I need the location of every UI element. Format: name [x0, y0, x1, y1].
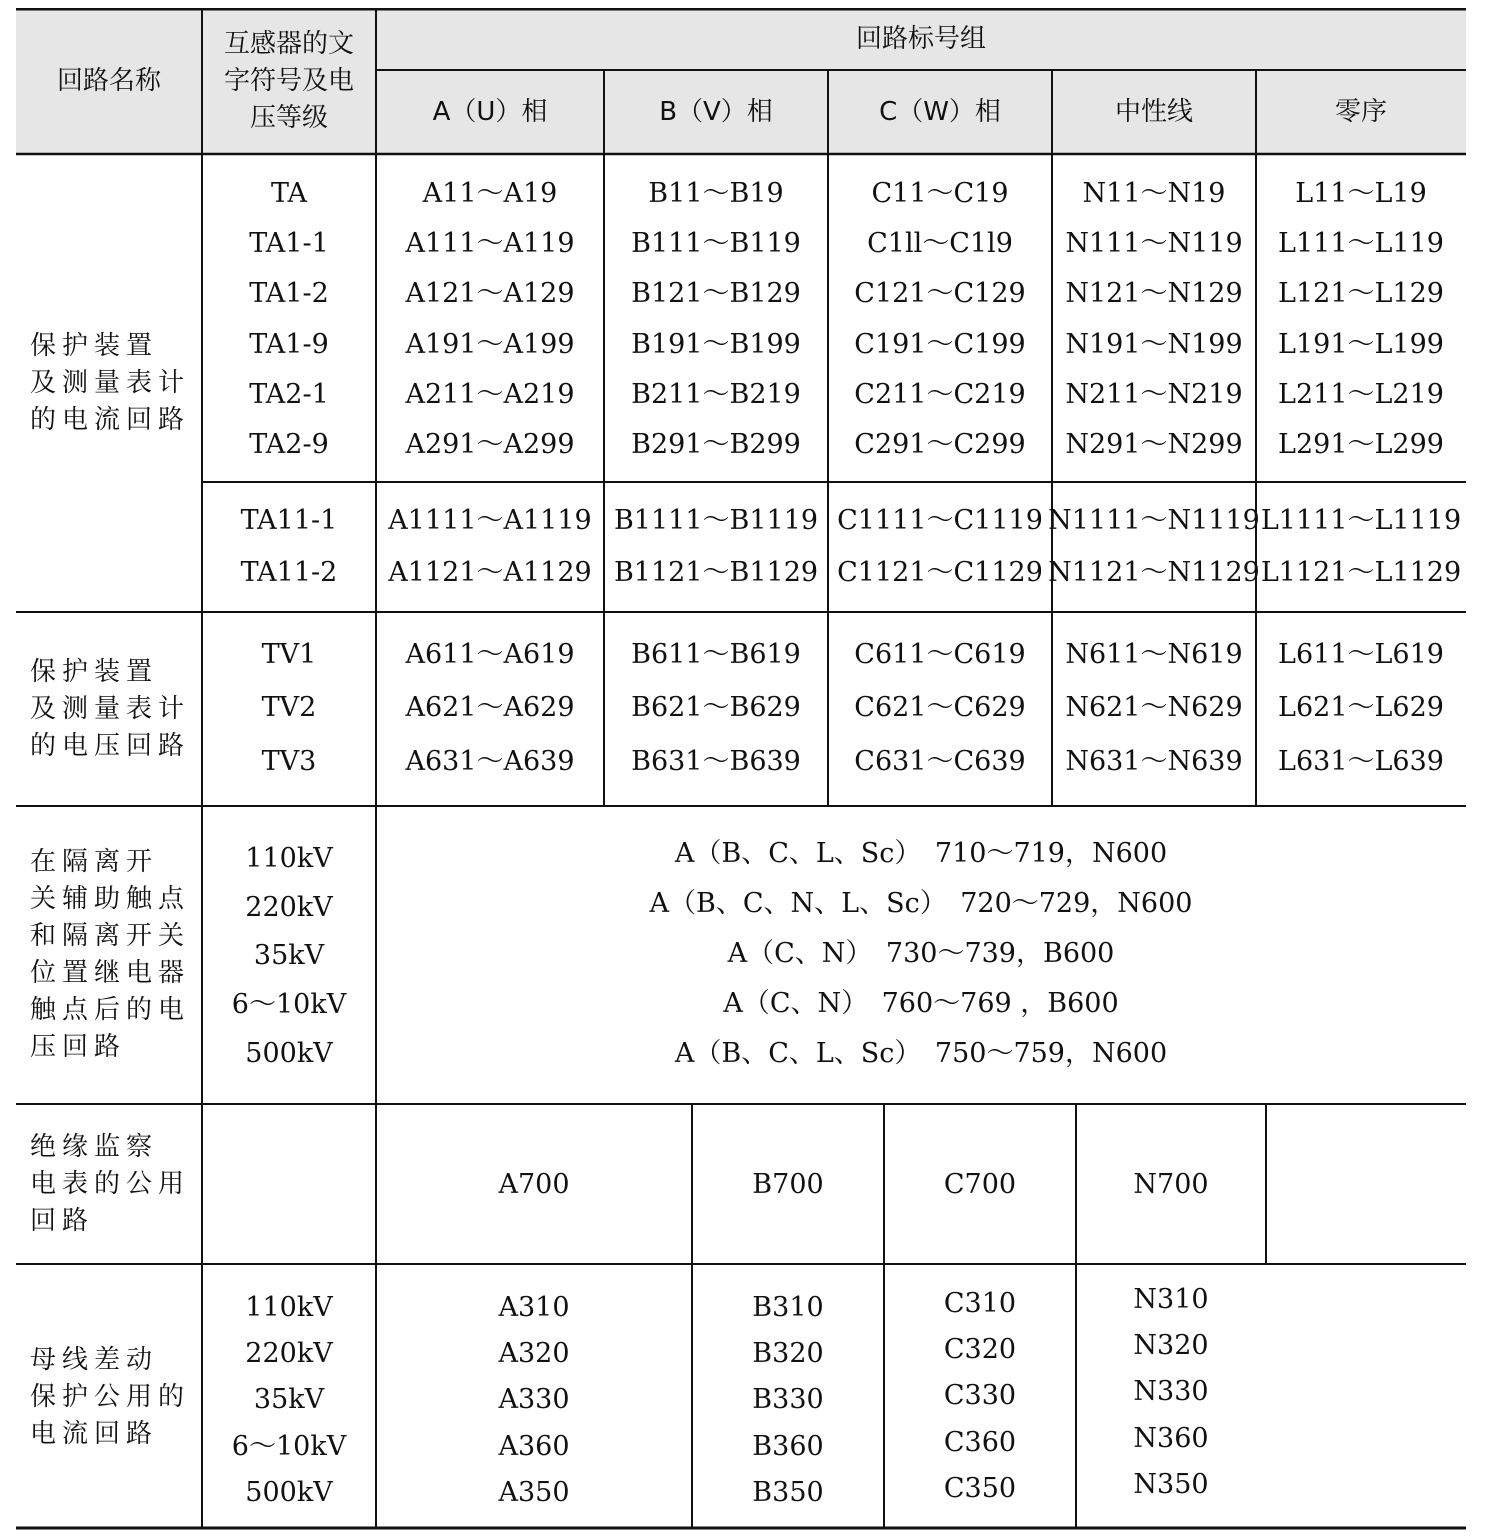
header-transformer-symbol	[202, 8, 376, 154]
table-cell: 35kV	[253, 940, 325, 972]
table-cell: 110kV	[245, 1291, 333, 1323]
name-line: 及测量表计	[30, 367, 191, 398]
table-cell: N111～N119	[1065, 227, 1243, 259]
table-cell: N360	[1133, 1422, 1209, 1454]
table-cell: N310	[1133, 1283, 1209, 1315]
busbar-tx-list	[202, 1284, 376, 1516]
table-cell: N611～N619	[1065, 639, 1243, 671]
table-cell: N11～N19	[1082, 177, 1226, 209]
header-phase-a	[376, 70, 604, 154]
header-transformer-line-1: 互感器的文	[223, 28, 354, 59]
name-line: 电表的公用	[30, 1168, 191, 1199]
current2-phase-b-list	[604, 494, 828, 598]
voltage-tx-list	[202, 628, 376, 788]
table-cell: TA	[270, 177, 308, 209]
table-cell: B11～B19	[648, 177, 784, 209]
name-line: 保护装置	[30, 656, 159, 687]
header-phase-c-text: C（W）相	[879, 97, 1001, 127]
table-cell: B700	[752, 1168, 824, 1200]
table-cell: C360	[943, 1426, 1017, 1458]
current-phase-a-list	[376, 168, 604, 470]
name-line: 及测量表计	[30, 693, 191, 724]
table-cell: 220kV	[245, 891, 333, 923]
insulation-phase-b	[692, 1104, 884, 1264]
table-cell: B360	[752, 1430, 824, 1462]
header-neutral	[1052, 70, 1256, 154]
current2-zero-seq-list	[1256, 494, 1466, 598]
table-cell: B310	[752, 1291, 824, 1323]
circuit-label-table	[16, 8, 1466, 1530]
table-cell: N621～N629	[1065, 692, 1243, 724]
header-neutral-text: 中性线	[1114, 97, 1193, 127]
busbar-phase-c-list	[884, 1280, 1076, 1512]
header-zero-sequence	[1256, 70, 1466, 154]
voltage-phase-c-list	[828, 628, 1052, 788]
voltage-zero-seq-list	[1256, 628, 1466, 788]
table-cell: L121～L129	[1278, 278, 1444, 310]
table-cell: 6～10kV	[231, 989, 347, 1021]
table-cell: 6～10kV	[231, 1430, 347, 1462]
table-cell: TA1-9	[249, 328, 329, 360]
name-line: 关辅助触点	[30, 884, 191, 914]
table-cell: A360	[498, 1430, 570, 1462]
table-cell: N1121～N1129	[1048, 556, 1260, 588]
table-cell: C211～C219	[854, 378, 1026, 410]
isolator-merged-list	[376, 828, 1466, 1078]
table-cell: L111～L119	[1278, 227, 1444, 259]
busbar-phase-b-list	[692, 1284, 884, 1516]
table-cell: C350	[943, 1473, 1017, 1505]
table-cell: TA2-9	[249, 429, 329, 461]
table-cell: C700	[943, 1168, 1017, 1200]
table-cell: TA2-1	[249, 378, 329, 410]
insulation-neutral	[1076, 1104, 1266, 1264]
table-cell: C1111～C1119	[837, 504, 1043, 536]
header-phase-b-text: B（V）相	[659, 97, 773, 127]
table-cell: C1121～C1129	[837, 556, 1043, 588]
table-cell: L11～L19	[1295, 177, 1427, 209]
table-cell: A11～A19	[422, 177, 558, 209]
table-cell: A211～A219	[405, 378, 575, 410]
name-line: 回路	[30, 1205, 95, 1236]
insulation-phase-c	[884, 1104, 1076, 1264]
table-cell: A631～A639	[405, 745, 575, 777]
current2-neutral-list	[1048, 494, 1260, 598]
voltage-phase-b-list	[604, 628, 828, 788]
header-zero-sequence-text: 零序	[1334, 97, 1387, 127]
table-cell: L621～L629	[1278, 692, 1444, 724]
table-cell: 500kV	[245, 1477, 333, 1509]
table-cell: C611～C619	[854, 639, 1026, 671]
table-cell: A191～A199	[405, 328, 575, 360]
current-zero-seq-list	[1256, 168, 1466, 470]
table-cell: B621～B629	[631, 692, 801, 724]
table-cell: B611～B619	[631, 639, 801, 671]
table-cell: A621～A629	[405, 692, 575, 724]
table-cell: C621～C629	[854, 692, 1026, 724]
table-cell: A（B、C、L、Sc） 750～759，N600	[674, 1037, 1168, 1069]
current-phase-c-list	[828, 168, 1052, 470]
table-cell: A111～A119	[405, 227, 575, 259]
header-phase-b	[604, 70, 828, 154]
voltage-phase-a-list	[376, 628, 604, 788]
table-cell: C1ll～C1l9	[867, 227, 1013, 259]
name-line: 位置继电器	[30, 958, 191, 988]
table-cell: L1111～L1119	[1260, 504, 1462, 536]
insulation-phase-a	[376, 1104, 692, 1264]
voltage-neutral-list	[1052, 628, 1256, 788]
name-line: 绝缘监察	[30, 1131, 159, 1162]
header-phase-a-text: A（U）相	[432, 97, 548, 127]
table-cell: 220kV	[245, 1338, 333, 1370]
table-cell: TV1	[261, 639, 317, 671]
isolator-tx-list	[202, 834, 376, 1078]
name-line: 压回路	[30, 1032, 127, 1062]
table-cell: TA11-1	[240, 504, 338, 536]
table-cell: B111～B119	[631, 227, 801, 259]
table-cell: A291～A299	[405, 429, 575, 461]
busbar-phase-a-list	[376, 1284, 692, 1516]
table-cell: TV2	[261, 692, 317, 724]
current-tx-list	[202, 168, 376, 470]
header-transformer-line-2: 字符号及电	[223, 65, 354, 96]
table-cell: C320	[943, 1334, 1017, 1366]
table-cell: A350	[498, 1477, 570, 1509]
table-cell: N1111～N1119	[1048, 504, 1260, 536]
name-line: 触点后的电	[30, 995, 191, 1025]
table-cell: A（C、N） 730～739，B600	[727, 937, 1115, 969]
table-cell: TA1-1	[249, 227, 329, 259]
table-cell: A611～A619	[405, 639, 575, 671]
table-cell: A（C、N） 760～769 ，B600	[723, 987, 1119, 1019]
table-cell: L191～L199	[1278, 328, 1444, 360]
table-cell: A121～A129	[405, 278, 575, 310]
table-cell: N320	[1133, 1330, 1209, 1362]
table-cell: TA1-2	[249, 278, 329, 310]
table-cell: C11～C19	[871, 177, 1009, 209]
table-cell: N291～N299	[1065, 429, 1243, 461]
name-line: 的电压回路	[30, 730, 191, 761]
name-line: 保护装置	[30, 330, 159, 361]
table-cell: L611～L619	[1278, 639, 1444, 671]
table-cell: A（B、C、L、Sc） 710～719，N600	[674, 837, 1168, 869]
table-cell: C121～C129	[854, 278, 1026, 310]
table-cell: N330	[1133, 1376, 1209, 1408]
table-cell: B320	[752, 1338, 824, 1370]
current-neutral-list	[1052, 168, 1256, 470]
table-cell: A1121～A1129	[388, 556, 592, 588]
table-cell: A（B、C、N、L、Sc） 720～729，N600	[649, 887, 1193, 919]
table-cell: B631～B639	[631, 745, 801, 777]
table-cell: B121～B129	[631, 278, 801, 310]
current2-phase-a-list	[376, 494, 604, 598]
name-line: 和隔离开关	[30, 921, 191, 951]
table-cell: B291～B299	[631, 429, 801, 461]
table-cell: B330	[752, 1384, 824, 1416]
table-cell: B191～B199	[631, 328, 801, 360]
table-cell: B211～B219	[631, 378, 801, 410]
table-cell: TV3	[261, 745, 317, 777]
name-line: 的电流回路	[30, 404, 191, 435]
table-cell: N350	[1133, 1469, 1209, 1501]
table-cell: C310	[943, 1287, 1017, 1319]
header-transformer-line-3: 压等级	[249, 102, 328, 133]
busbar-neutral-list	[1076, 1276, 1266, 1508]
row-isolator-circuit-name	[16, 806, 202, 1104]
table-cell: 110kV	[245, 842, 333, 874]
table-cell: N191～N199	[1065, 328, 1243, 360]
name-line: 保护公用的	[30, 1381, 191, 1412]
current2-phase-c-list	[828, 494, 1052, 598]
table-cell: A330	[498, 1384, 570, 1416]
table-cell: L291～L299	[1278, 429, 1444, 461]
table-cell: L1121～L1129	[1260, 556, 1462, 588]
table-cell: N700	[1133, 1168, 1209, 1200]
row-current-circuit-name	[16, 154, 202, 612]
table-cell: TA11-2	[240, 556, 338, 588]
table-cell: B1121～B1129	[613, 556, 819, 588]
row-insulation-circuit-name	[16, 1104, 202, 1264]
table-cell: A320	[498, 1338, 570, 1370]
header-circuit-name	[16, 8, 202, 154]
table-cell: C191～C199	[854, 328, 1026, 360]
table-cell: C330	[943, 1380, 1017, 1412]
name-line: 母线差动	[30, 1344, 159, 1375]
table-cell: N211～N219	[1065, 378, 1243, 410]
table-cell: L211～L219	[1278, 378, 1444, 410]
table-cell: A700	[498, 1168, 570, 1200]
table-cell: B1111～B1119	[613, 504, 819, 536]
row-voltage-circuit-name	[16, 612, 202, 806]
table-cell: A310	[498, 1291, 570, 1323]
name-line: 在隔离开	[30, 847, 159, 877]
table-cell: B350	[752, 1477, 824, 1509]
header-circuit-name-text: 回路名称	[56, 66, 161, 96]
current-tx2-list	[202, 494, 376, 598]
name-line: 电流回路	[30, 1418, 159, 1449]
header-label-group-text: 回路标号组	[855, 24, 986, 54]
current-phase-b-list	[604, 168, 828, 470]
table-cell: C631～C639	[854, 745, 1026, 777]
row-busbar-circuit-name	[16, 1264, 202, 1530]
header-label-group	[376, 8, 1466, 70]
table-cell: A1111～A1119	[388, 504, 592, 536]
header-phase-c	[828, 70, 1052, 154]
table-cell: 35kV	[253, 1384, 325, 1416]
table-cell: N631～N639	[1065, 745, 1243, 777]
table-cell: N121～N129	[1065, 278, 1243, 310]
table-cell: L631～L639	[1278, 745, 1444, 777]
table-cell: 500kV	[245, 1038, 333, 1070]
table-cell: C291～C299	[854, 429, 1026, 461]
